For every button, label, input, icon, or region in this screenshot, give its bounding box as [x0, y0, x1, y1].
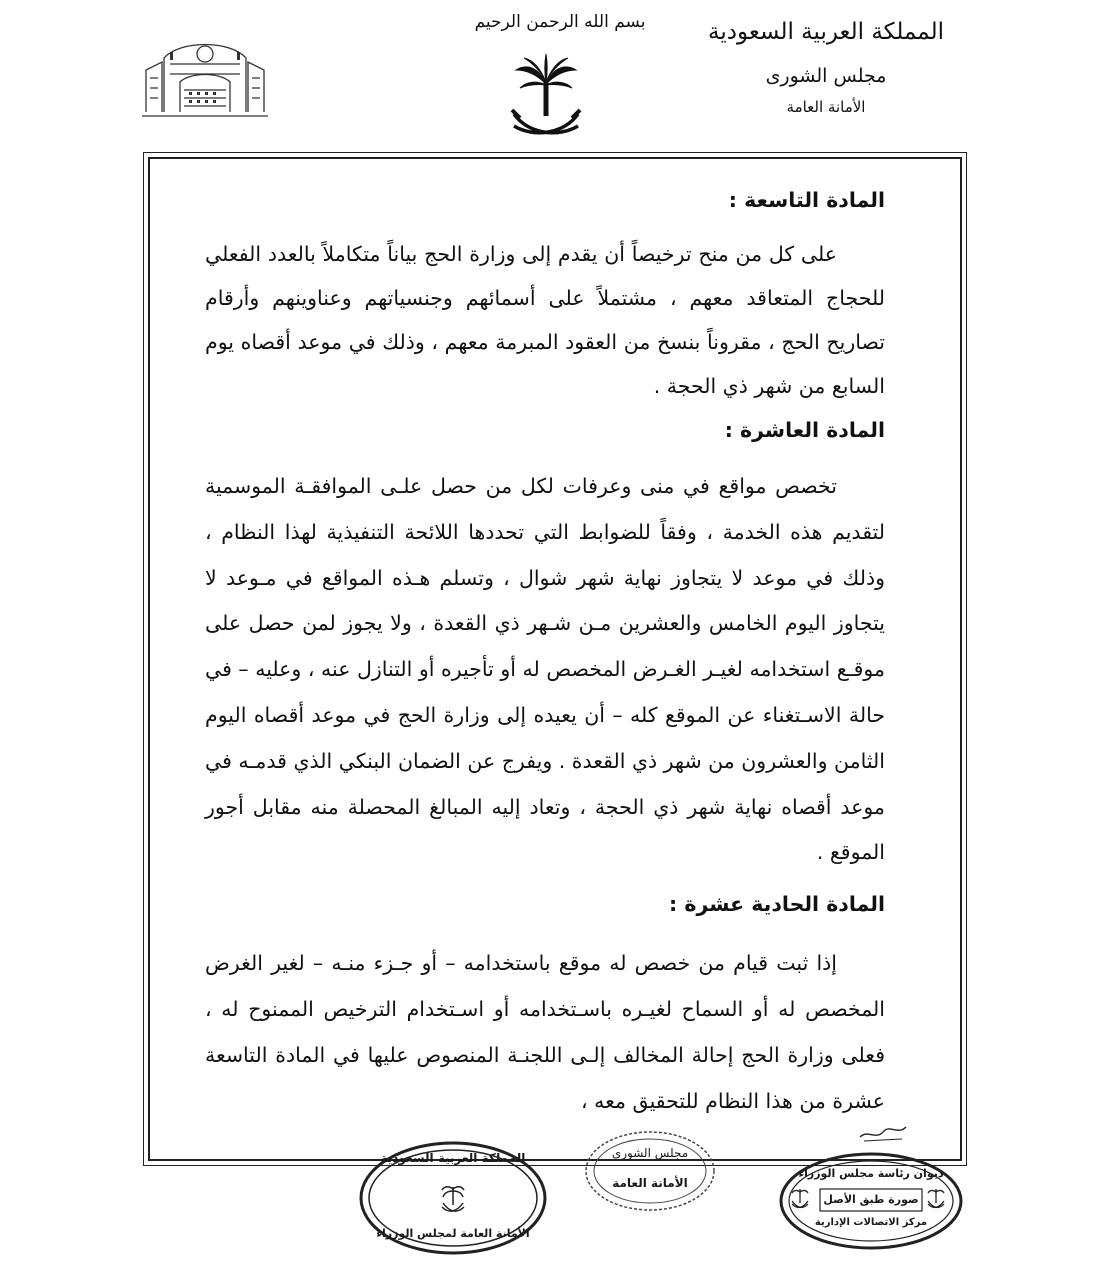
letterhead	[696, 14, 956, 119]
stamp-left-bottom-text: الأمانة العامة لمجلس الوزراء	[376, 1227, 530, 1240]
basmala: بسم الله الرحمن الرحيم	[474, 12, 646, 32]
shura-council-building-logo	[140, 28, 270, 128]
stamp-middle-top-text: مجلس الشورى	[611, 1146, 689, 1160]
stamp-cabinet-presidency	[778, 1151, 964, 1251]
initial-signature-icon	[858, 1117, 908, 1145]
article-10-body: تخصص مواقع في منى وعرفات لكل من حصل علـى الموافقـة الموسمية لتقديم هذه الخدمة ، وفقاً للضوابط التي تحددها اللائحة التنفيذية لهذا النظام ، وذلك في موعد لا يتجاوز نهاية شهر شوال ، وتسلم هـذه المواقع في مـوعد لا يتجاوز اليوم الخامس والعشرين مـن شـهر ذي القعدة ، ولا يجوز لمن حصل على موقـع استخدامه لغيـر الغـرض المخصص له أو تأجيره أو التنازل عنه ، وعليه – في حالة الاسـتغناء عن الموقع كله – أن يعيده إلى وزارة الحج في موعد أقصاه اليوم الثامن والعشرون من شهر ذي القعدة . ويفرج عن الضمان البنكي الذي قدمـه في موعد أقصاه نهاية شهر ذي الحجة ، وتعاد إليه المبالغ المحصلة منه مقابل أجور الموقع .	[205, 474, 885, 865]
article-9-title: المادة التاسعة :	[728, 188, 885, 212]
stamp-left-top-text: المملكة العربية السعودية	[380, 1151, 526, 1165]
stamp-middle-bottom-text: الأمانة العامة	[612, 1176, 688, 1190]
stamp-right-top-text: ديوان رئاسة مجلس الوزراء	[798, 1167, 944, 1180]
document-body	[205, 178, 885, 1124]
article-11-title: المادة الحادية عشرة :	[669, 892, 885, 917]
article-11-body: إذا ثبت قيام من خصص له موقع باستخدامه – أو جـزء منـه – لغير الغرض المخصص له أو السماح لغيـره باسـتخدامه أو اسـتخدام الترخيص الممنوح له ، فعلى وزارة الحج إحالة المخالف إلـى اللجنـة المنصوص عليها في المادة التاسعة عشرة من هذا النظام للتحقيق معه ،	[205, 951, 885, 1114]
stamp-right-bottom-text: مركز الاتصالات الإدارية	[814, 1217, 928, 1228]
stamp-right-middle-text: صورة طبق الأصل	[823, 1193, 919, 1206]
article-9-body: على كل من منح ترخيصاً أن يقدم إلى وزارة الحج بياناً متكاملاً بالعدد الفعلي للحجاج المتعاقد معهم ، مشتملاً على أسمائهم وجنسياتهم وعناوينهم وأرقام تصاريح الحج ، مقروناً بنسخ من العقود المبرمة معهم ، وذلك في موعد أقصاه يوم السابع من شهر ذي الحجة .	[205, 242, 885, 398]
stamp-shura-secretariat	[584, 1130, 716, 1212]
kingdom-name: المملكة العربية السعودية	[708, 19, 944, 45]
stamp-oval-icon	[584, 1130, 716, 1212]
council-name: مجلس الشورى	[765, 64, 887, 87]
secretariat-name: الأمانة العامة	[786, 98, 866, 117]
saudi-emblem-icon	[508, 52, 584, 148]
article-10-title: المادة العاشرة :	[724, 418, 885, 442]
stamp-cabinet-secretariat	[358, 1141, 548, 1256]
